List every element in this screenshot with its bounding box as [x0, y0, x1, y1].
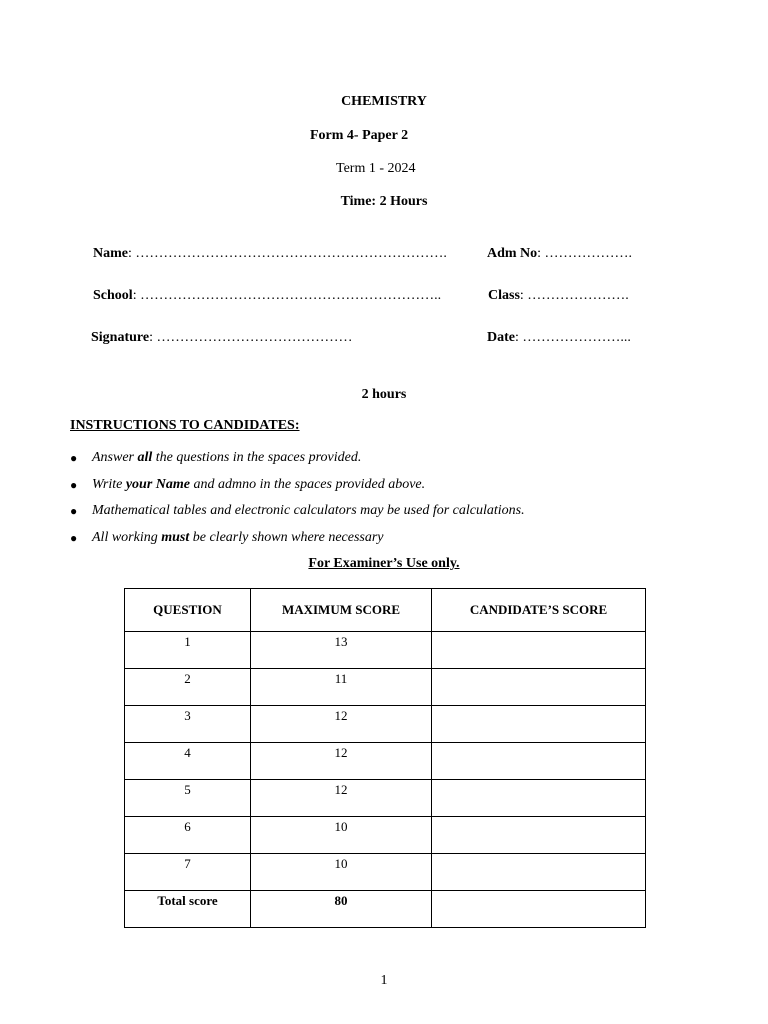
- table-row: [125, 669, 646, 706]
- question-cell: 2: [125, 669, 251, 706]
- adm-label: Adm No: [487, 246, 538, 261]
- name-dots: : ………………………………………………………….: [128, 246, 447, 261]
- class-label: Class: [488, 288, 520, 303]
- candidate-score-cell[interactable]: [432, 854, 646, 891]
- date-field[interactable]: [487, 330, 631, 346]
- total-candidate-cell[interactable]: [432, 891, 646, 928]
- class-field[interactable]: [488, 288, 629, 304]
- table-row: [125, 706, 646, 743]
- candidate-score-cell[interactable]: [432, 632, 646, 669]
- examiner-heading: For Examiner’s Use only.: [308, 556, 460, 571]
- signature-label: Signature: [91, 330, 150, 345]
- signature-field[interactable]: [91, 330, 352, 346]
- score-table: [124, 588, 646, 928]
- column-header-question: QUESTION: [125, 589, 251, 632]
- table-total-row: [125, 891, 646, 928]
- table-header-row: [125, 589, 646, 632]
- table-row: [125, 817, 646, 854]
- adm-field[interactable]: [487, 246, 632, 262]
- max-score-cell: 11: [251, 669, 432, 706]
- max-score-cell: 13: [251, 632, 432, 669]
- question-cell: 7: [125, 854, 251, 891]
- candidate-score-cell[interactable]: [432, 706, 646, 743]
- table-row: [125, 780, 646, 817]
- date-dots: : …………………...: [515, 330, 631, 345]
- question-cell: 3: [125, 706, 251, 743]
- signature-dots: : ……………………………………: [149, 330, 353, 345]
- time-text: Time: 2 Hours: [340, 194, 428, 209]
- school-field[interactable]: [93, 288, 441, 304]
- instruction-item: ● All working must be clearly shown where necessary: [70, 528, 525, 555]
- max-score-cell: 10: [251, 854, 432, 891]
- question-cell: 1: [125, 632, 251, 669]
- name-label: Name: [93, 246, 128, 261]
- bullet-icon: ●: [70, 477, 78, 492]
- class-dots: : ………………….: [519, 288, 629, 303]
- candidate-score-cell[interactable]: [432, 743, 646, 780]
- total-label-cell: Total score: [125, 891, 251, 928]
- term-text: Term 1 - 2024: [336, 161, 416, 176]
- column-header-candidate: CANDIDATE’S SCORE: [432, 589, 646, 632]
- bullet-icon: ●: [70, 530, 78, 545]
- instruction-item: ● Answer all the questions in the spaces provided.: [70, 448, 525, 475]
- question-cell: 6: [125, 817, 251, 854]
- subject-title: CHEMISTRY: [341, 94, 427, 109]
- instructions-list: [70, 448, 525, 554]
- table-row: [125, 743, 646, 780]
- column-header-max: MAXIMUM SCORE: [251, 589, 432, 632]
- paper-title: Form 4- Paper 2: [310, 128, 409, 143]
- instruction-item: ● Write your Name and admno in the spaces provided above.: [70, 475, 525, 502]
- adm-dots: : ……………….: [537, 246, 633, 261]
- question-cell: 4: [125, 743, 251, 780]
- instruction-item: ● Mathematical tables and electronic calculators may be used for calculations.: [70, 501, 525, 528]
- name-field[interactable]: [93, 246, 447, 262]
- candidate-score-cell[interactable]: [432, 817, 646, 854]
- bullet-icon: ●: [70, 451, 78, 465]
- max-score-cell: 12: [251, 743, 432, 780]
- school-label: School: [93, 288, 133, 303]
- max-score-cell: 12: [251, 780, 432, 817]
- question-cell: 5: [125, 780, 251, 817]
- duration-text: 2 hours: [361, 387, 407, 402]
- total-max-cell: 80: [251, 891, 432, 928]
- school-dots: : ………………………………………………………..: [132, 288, 442, 303]
- bullet-icon: ●: [70, 504, 78, 518]
- candidate-score-cell[interactable]: [432, 780, 646, 817]
- table-row: [125, 632, 646, 669]
- table-row: [125, 854, 646, 891]
- candidate-score-cell[interactable]: [432, 669, 646, 706]
- max-score-cell: 10: [251, 817, 432, 854]
- page-number: 1: [380, 973, 388, 988]
- max-score-cell: 12: [251, 706, 432, 743]
- instructions-heading: INSTRUCTIONS TO CANDIDATES:: [70, 418, 300, 433]
- date-label: Date: [487, 330, 515, 345]
